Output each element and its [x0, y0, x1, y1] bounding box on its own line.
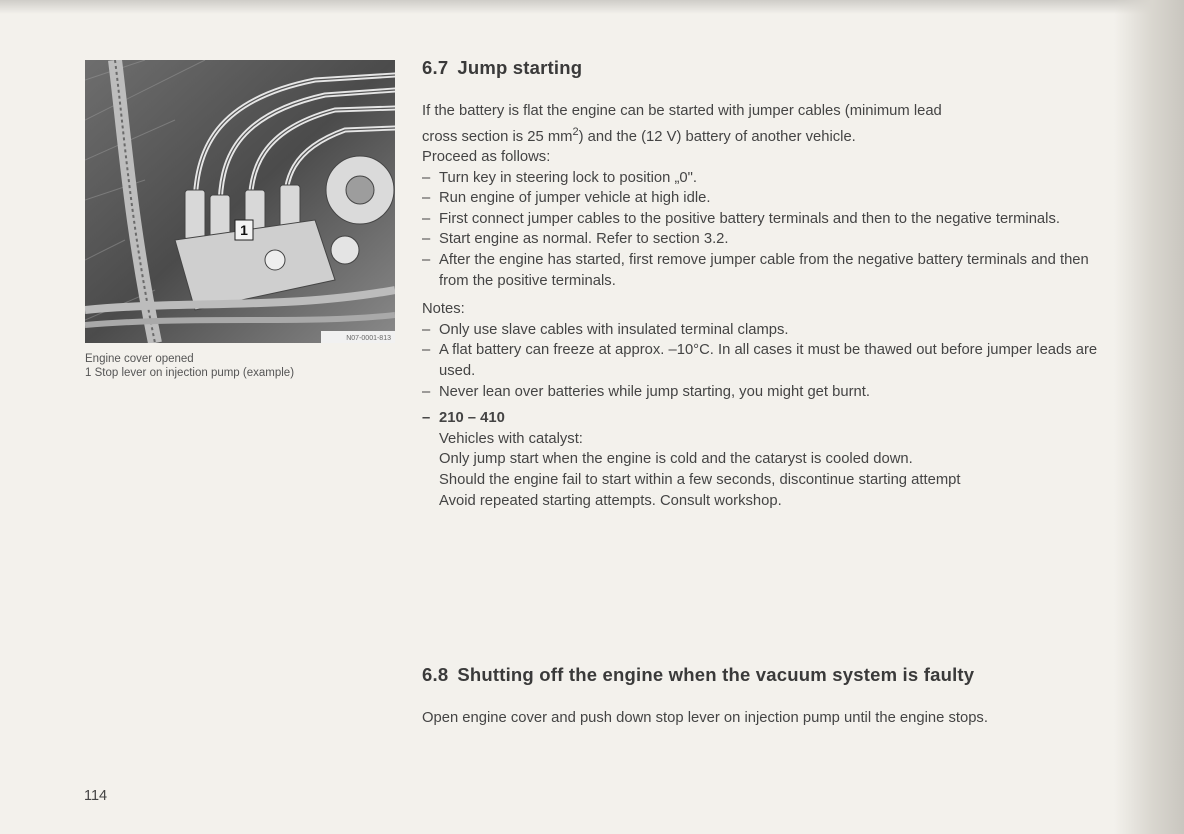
note-item: – Never lean over batteries while jump starting, you might get burnt.	[422, 382, 1112, 403]
shutting-off-body: Open engine cover and push down stop lever on injection pump until the engine stops.	[422, 710, 988, 726]
caption-line-2: 1 Stop lever on injection pump (example)	[85, 367, 295, 379]
section-number: 6.7	[422, 57, 449, 78]
page-top-shadow	[0, 0, 1184, 14]
catalyst-label: Vehicles with catalyst:	[439, 430, 583, 447]
page-binding-shadow	[1114, 0, 1184, 834]
engine-illustration	[85, 60, 395, 343]
catalyst-line: Should the engine fail to start within a few seconds, discontinue starting attempt	[439, 472, 961, 489]
step-item: – Start engine as normal. Refer to section 3.2.	[422, 229, 1112, 250]
figure-label-1: 1	[240, 222, 248, 238]
engine-photo	[85, 60, 395, 343]
catalyst-block	[422, 429, 1112, 511]
catalyst-line: Only jump start when the engine is cold and the cataryst is cooled down.	[439, 451, 913, 468]
figure-caption	[85, 352, 405, 380]
caption-line-1: Engine cover opened	[85, 353, 194, 365]
proceed-label: Proceed as follows:	[422, 149, 551, 166]
intro-sup: 2	[572, 125, 579, 138]
step-item: – Turn key in steering lock to position „0".	[422, 168, 1112, 189]
note-item: – A flat battery can freeze at approx. –10°C. In all cases it must be thawed out before jumper leads are used.	[422, 340, 1112, 381]
section-heading	[422, 57, 1112, 79]
jump-start-body	[422, 101, 1112, 511]
note-item: – Only use slave cables with insulated terminal clamps.	[422, 320, 1112, 341]
intro-line-2a: cross section is 25 mm	[422, 128, 573, 145]
intro-line-2	[422, 122, 1112, 148]
intro-line-1: If the battery is flat the engine can be started with jumper cables (minimum lead	[422, 103, 942, 119]
step-item: – First connect jumper cables to the positive battery terminals and then to the negative terminals.	[422, 209, 1112, 230]
notes-label: Notes:	[422, 301, 465, 318]
section-title: Shutting off the engine when the vacuum system is faulty	[457, 664, 975, 685]
section-title: Jump starting	[457, 57, 583, 78]
page-number: 114	[84, 788, 108, 804]
model-range: – 210 – 410	[422, 408, 1112, 429]
section-shutting-off	[422, 664, 1112, 729]
step-item: – After the engine has started, first remove jumper cable from the negative battery terminals and then from the positive terminals.	[422, 250, 1112, 291]
section-heading	[422, 664, 1112, 686]
section-number: 6.8	[422, 664, 449, 685]
figure-code: N07-0001-813	[346, 335, 391, 342]
catalyst-line: Avoid repeated starting attempts. Consult workshop.	[439, 492, 782, 509]
section-jump-starting	[422, 57, 1112, 511]
intro-line-2b: ) and the (12 V) battery of another vehicle.	[578, 128, 856, 145]
step-item: – Run engine of jumper vehicle at high idle.	[422, 188, 1112, 209]
